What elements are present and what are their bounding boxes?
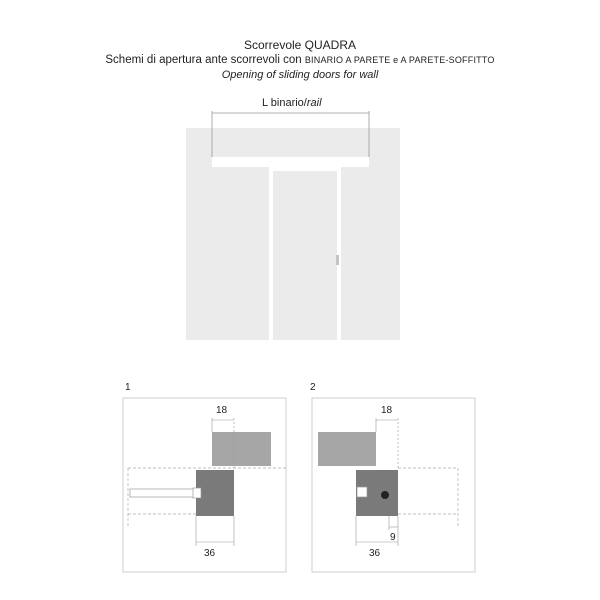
detail-2-dim-9-label: 9 (390, 532, 396, 543)
detail-2-dim-18-label: 18 (381, 405, 393, 416)
detail-1-dim-18-label: 18 (216, 405, 228, 416)
door-leaf-panel (273, 171, 337, 340)
detail-1 (123, 398, 286, 572)
detail-1-wall-block (212, 432, 271, 466)
rail-label-suffix: rail (306, 97, 322, 109)
detail-1-carriage (193, 488, 201, 498)
detail-2-dim-36-label: 36 (369, 548, 381, 559)
subtitle-english: Opening of sliding doors for wall (221, 69, 379, 81)
detail-2-wall-block (318, 432, 376, 466)
door-handle (336, 255, 339, 265)
door-elevation (186, 111, 400, 340)
detail-1-door-leaf (130, 489, 196, 497)
detail-2 (312, 398, 475, 572)
rail-length-label (262, 97, 322, 109)
detail-1-dim-36-label: 36 (204, 548, 216, 559)
detail-2-number: 2 (310, 382, 316, 393)
detail-1-number: 1 (125, 382, 131, 393)
rail (212, 157, 369, 167)
detail-2-carriage (357, 487, 367, 497)
rail-label-prefix: L binario/ (262, 97, 307, 109)
detail-1-rail-profile (196, 470, 234, 516)
detail-2-fixing-pin (381, 491, 389, 499)
diagram-title: Scorrevole QUADRA (243, 38, 357, 52)
subtitle-rail-types: BINARIO A PARETE e A PARETE-SOFFITTO (304, 55, 495, 65)
subtitle-main: Schemi di apertura ante scorrevoli con (105, 54, 302, 66)
